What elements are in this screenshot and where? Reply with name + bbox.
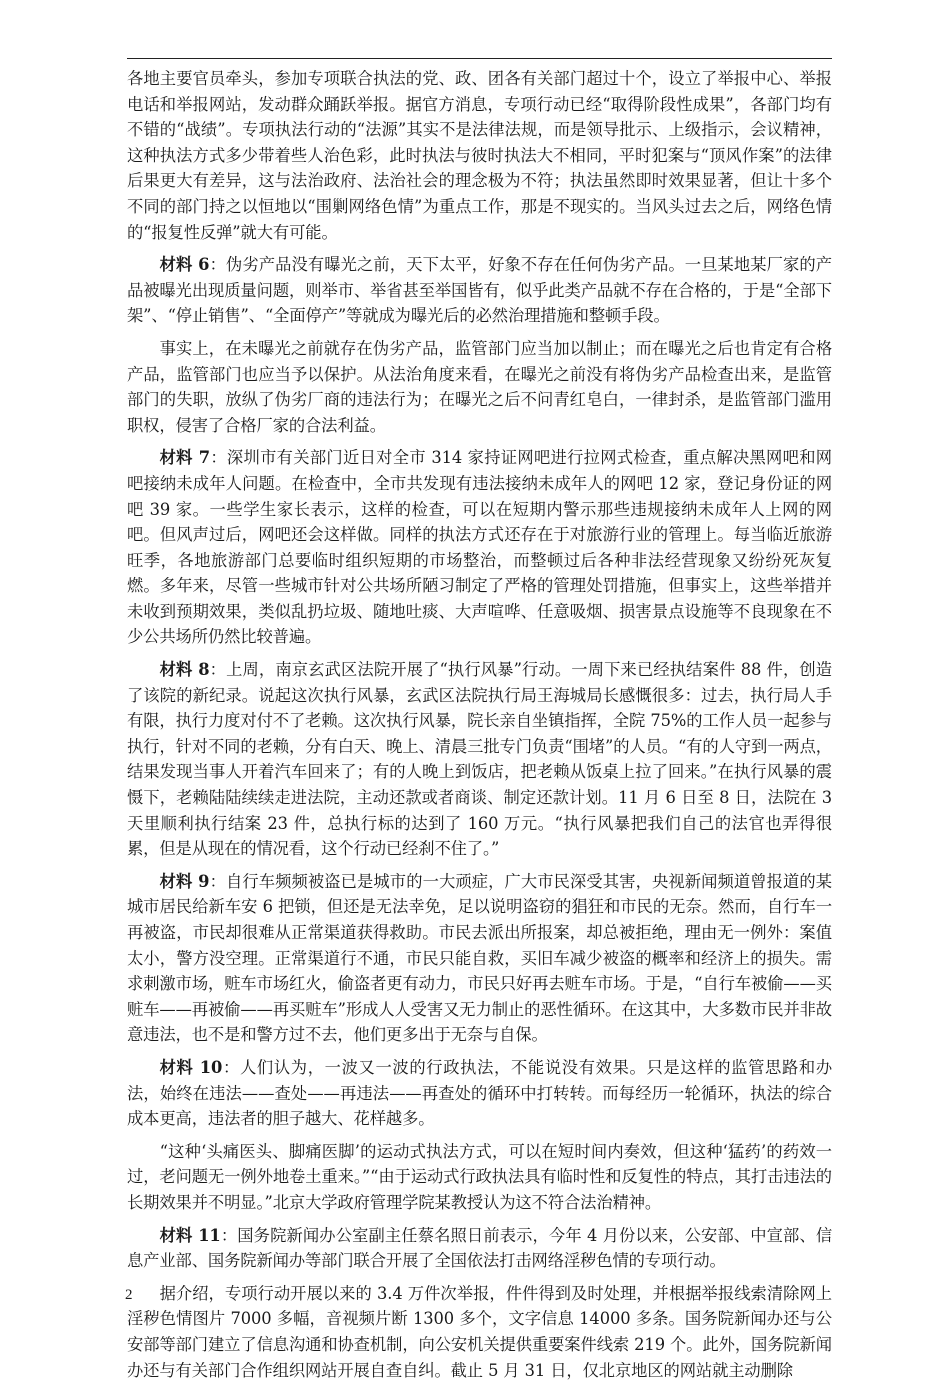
- paragraph-text: 事实上，在未曝光之前就存在伪劣产品，监管部门应当加以制止；而在曝光之后也肯定有合格产品，监管部门也应当予以保护。从法治角度来看，在曝光之前没有将伪劣产品检查出来，是监管部门的失职，放纵了伪劣厂商的违法行为；在曝光之后不问青红皂白，一律封杀，是监管部门滥用职权，侵害了合格厂家的合法利益。: [127, 338, 832, 435]
- paragraph: [127, 1139, 832, 1216]
- paragraph-text: ：自行车频频被盗已是城市的一大顽症，广大市民深受其害，央视新闻频道曾报道的某城市居民给新车安 6 把锁，但还是无法幸免，足以说明盗窃的猖狂和市民的无奈。然而，自行车一再被盗，市民却很难从正常渠道获得救助。市民去派出所报案，却总被拒绝，理由无一例外：案值太小，警方没空理。正常渠道行不通，市民只能自救，买旧车减少被盗的概率和经济上的损失。需求刺激市场，赃车市场红火，偷盗者更有动力，市民只好再去赃车市场。于是，“自行车被偷——买赃车——再被偷——再买赃车”形成人人受害又无力制止的恶性循环。在这其中，大多数市民并非故意违法，也不是和警方过不去，他们更多出于无奈与自保。: [127, 871, 832, 1045]
- header-rule: [127, 58, 832, 59]
- paragraph-material-9: [127, 869, 832, 1048]
- paragraph-text: 各地主要官员牵头，参加专项联合执法的党、政、团各有关部门超过十个，设立了举报中心、举报电话和举报网站，发动群众踊跃举报。据官方消息，专项行动已经“取得阶段性成果”，各部门均有不错的“战绩”。专项执法行动的“法源”其实不是法律法规，而是领导批示、上级指示，会议精神，这种执法方式多少带着些人治色彩，此时执法与彼时执法大不相同，平时犯案与“顶风作案”的法律后果更大有差异，这与法治政府、法治社会的理念极为不符；执法虽然即时效果显著，但让十多个不同的部门持之以恒地以“围剿网络色情”为重点工作，那是不现实的。当风头过去之后，网络色情的“报复性反弹”就大有可能。: [127, 69, 832, 242]
- paragraph-text: ：伪劣产品没有曝光之前，天下太平，好象不存在任何伪劣产品。一旦某地某厂家的产品被曝光出现质量问题，则举市、举省甚至举国皆有，似乎此类产品就不存在合格的，于是“全部下架”、“停止销售”、“全面停产”等就成为曝光后的必然治理措施和整顿手段。: [127, 255, 832, 326]
- paragraph-material-6: [127, 252, 832, 329]
- paragraph: [127, 1281, 832, 1383]
- paragraph-material-7: [127, 445, 832, 650]
- paragraph: [127, 336, 832, 438]
- paragraph-text: ：上周，南京玄武区法院开展了“执行风暴”行动。一周下来已经执结案件 88 件，创造了该院的新纪录。说起这次执行风暴，玄武区法院执行局王海城局长感慨很多：过去，执行局人手有限，执行力度对付不了老赖。这次执行风暴，院长亲自坐镇指挥，全院 75%的工作人员一起参与执行，针对不同的老赖，分有白天、晚上、清晨三批专门负责“围堵”的人员。“有的人守到一两点，结果发现当事人开着汽车回来了；有的人晚上到饭店，把老赖从饭桌上拉了回来。”在执行风暴的震慑下，老赖陆陆续续走进法院，主动还款或者商谈、制定还款计划。11 月 6 日至 8 日，法院在 3 天里顺利执行结案 23 件，总执行标的达到了 160 万元。“执行风暴把我们自己的法官也弄得很累，但是从现在的情况看，这个行动已经刹不住了。”: [127, 660, 832, 859]
- material-label: 材料 10: [159, 1057, 223, 1077]
- paragraph-material-8: [127, 657, 832, 862]
- paragraph-text: ：人们认为，一波又一波的行政执法，不能说没有效果。只是这样的监管思路和办法，始终在违法——查处——再违法——再查处的循环中打转转。而每经历一轮循环，执法的综合成本更高，违法者的胆子越大、花样越多。: [127, 1057, 832, 1129]
- page-number: 2: [125, 1287, 133, 1303]
- material-label: 材料 6: [159, 255, 210, 275]
- paragraph-material-11: [127, 1223, 832, 1274]
- paragraph-text: ：国务院新闻办公室副主任蔡名照日前表示，今年 4 月份以来，公安部、中宣部、信息产业部、国务院新闻办等部门联合开展了全国依法打击网络淫秽色情的专项行动。: [127, 1225, 832, 1271]
- paragraph-material-10: [127, 1055, 832, 1132]
- paragraph-text: 据介绍，专项行动开展以来的 3.4 万件次举报，件件得到及时处理，并根据举报线索清除网上淫秽色情图片 7000 多幅，音视频片断 1300 多个，文字信息 14000 多条。国务院新闻办还与公安部等部门建立了信息沟通和协查机制，向公安机关提供重要案件线索 219 个。此外，国务院新闻办还与有关部门合作组织网站开展自查自纠。截止 5 月 31 日，仅北京地区的网站就主动删除: [127, 1283, 832, 1380]
- material-label: 材料 11: [159, 1225, 221, 1245]
- paragraph: [127, 66, 832, 245]
- document-body: [127, 66, 832, 1390]
- material-label: 材料 9: [159, 871, 210, 891]
- paragraph-text: ：深圳市有关部门近日对全市 314 家持证网吧进行拉网式检查，重点解决黑网吧和网吧接纳未成年人问题。在检查中，全市共发现有违法接纳未成年人的网吧 12 家，登记身份证的网吧 39 家。一些学生家长表示，这样的检查，可以在短期内警示那些违规接纳未成年人上网的网吧。但风声过后，网吧还会这样做。同样的执法方式还存在于对旅游行业的管理上。每当临近旅游旺季，各地旅游部门总要临时组织短期的市场整治，而整顿过后各种非法经营现象又纷纷死灰复燃。多年来，尽管一些城市针对公共场所陋习制定了严格的管理处罚措施，但事实上，这些举措并未收到预期效果，类似乱扔垃圾、随地吐痰、大声喧哗、任意吸烟、损害景点设施等不良现象在不少公共场所仍然比较普遍。: [127, 448, 832, 647]
- material-label: 材料 8: [159, 660, 210, 680]
- paragraph-text: “这种‘头痛医头、脚痛医脚’的运动式执法方式，可以在短时间内奏效，但这种‘猛药’的药效一过，老问题无一例外地卷土重来。”“由于运动式行政执法具有临时性和反复性的特点，其打击违法的长期效果并不明显。”北京大学政府管理学院某教授认为这不符合法治精神。: [127, 1141, 832, 1212]
- material-label: 材料 7: [159, 448, 210, 468]
